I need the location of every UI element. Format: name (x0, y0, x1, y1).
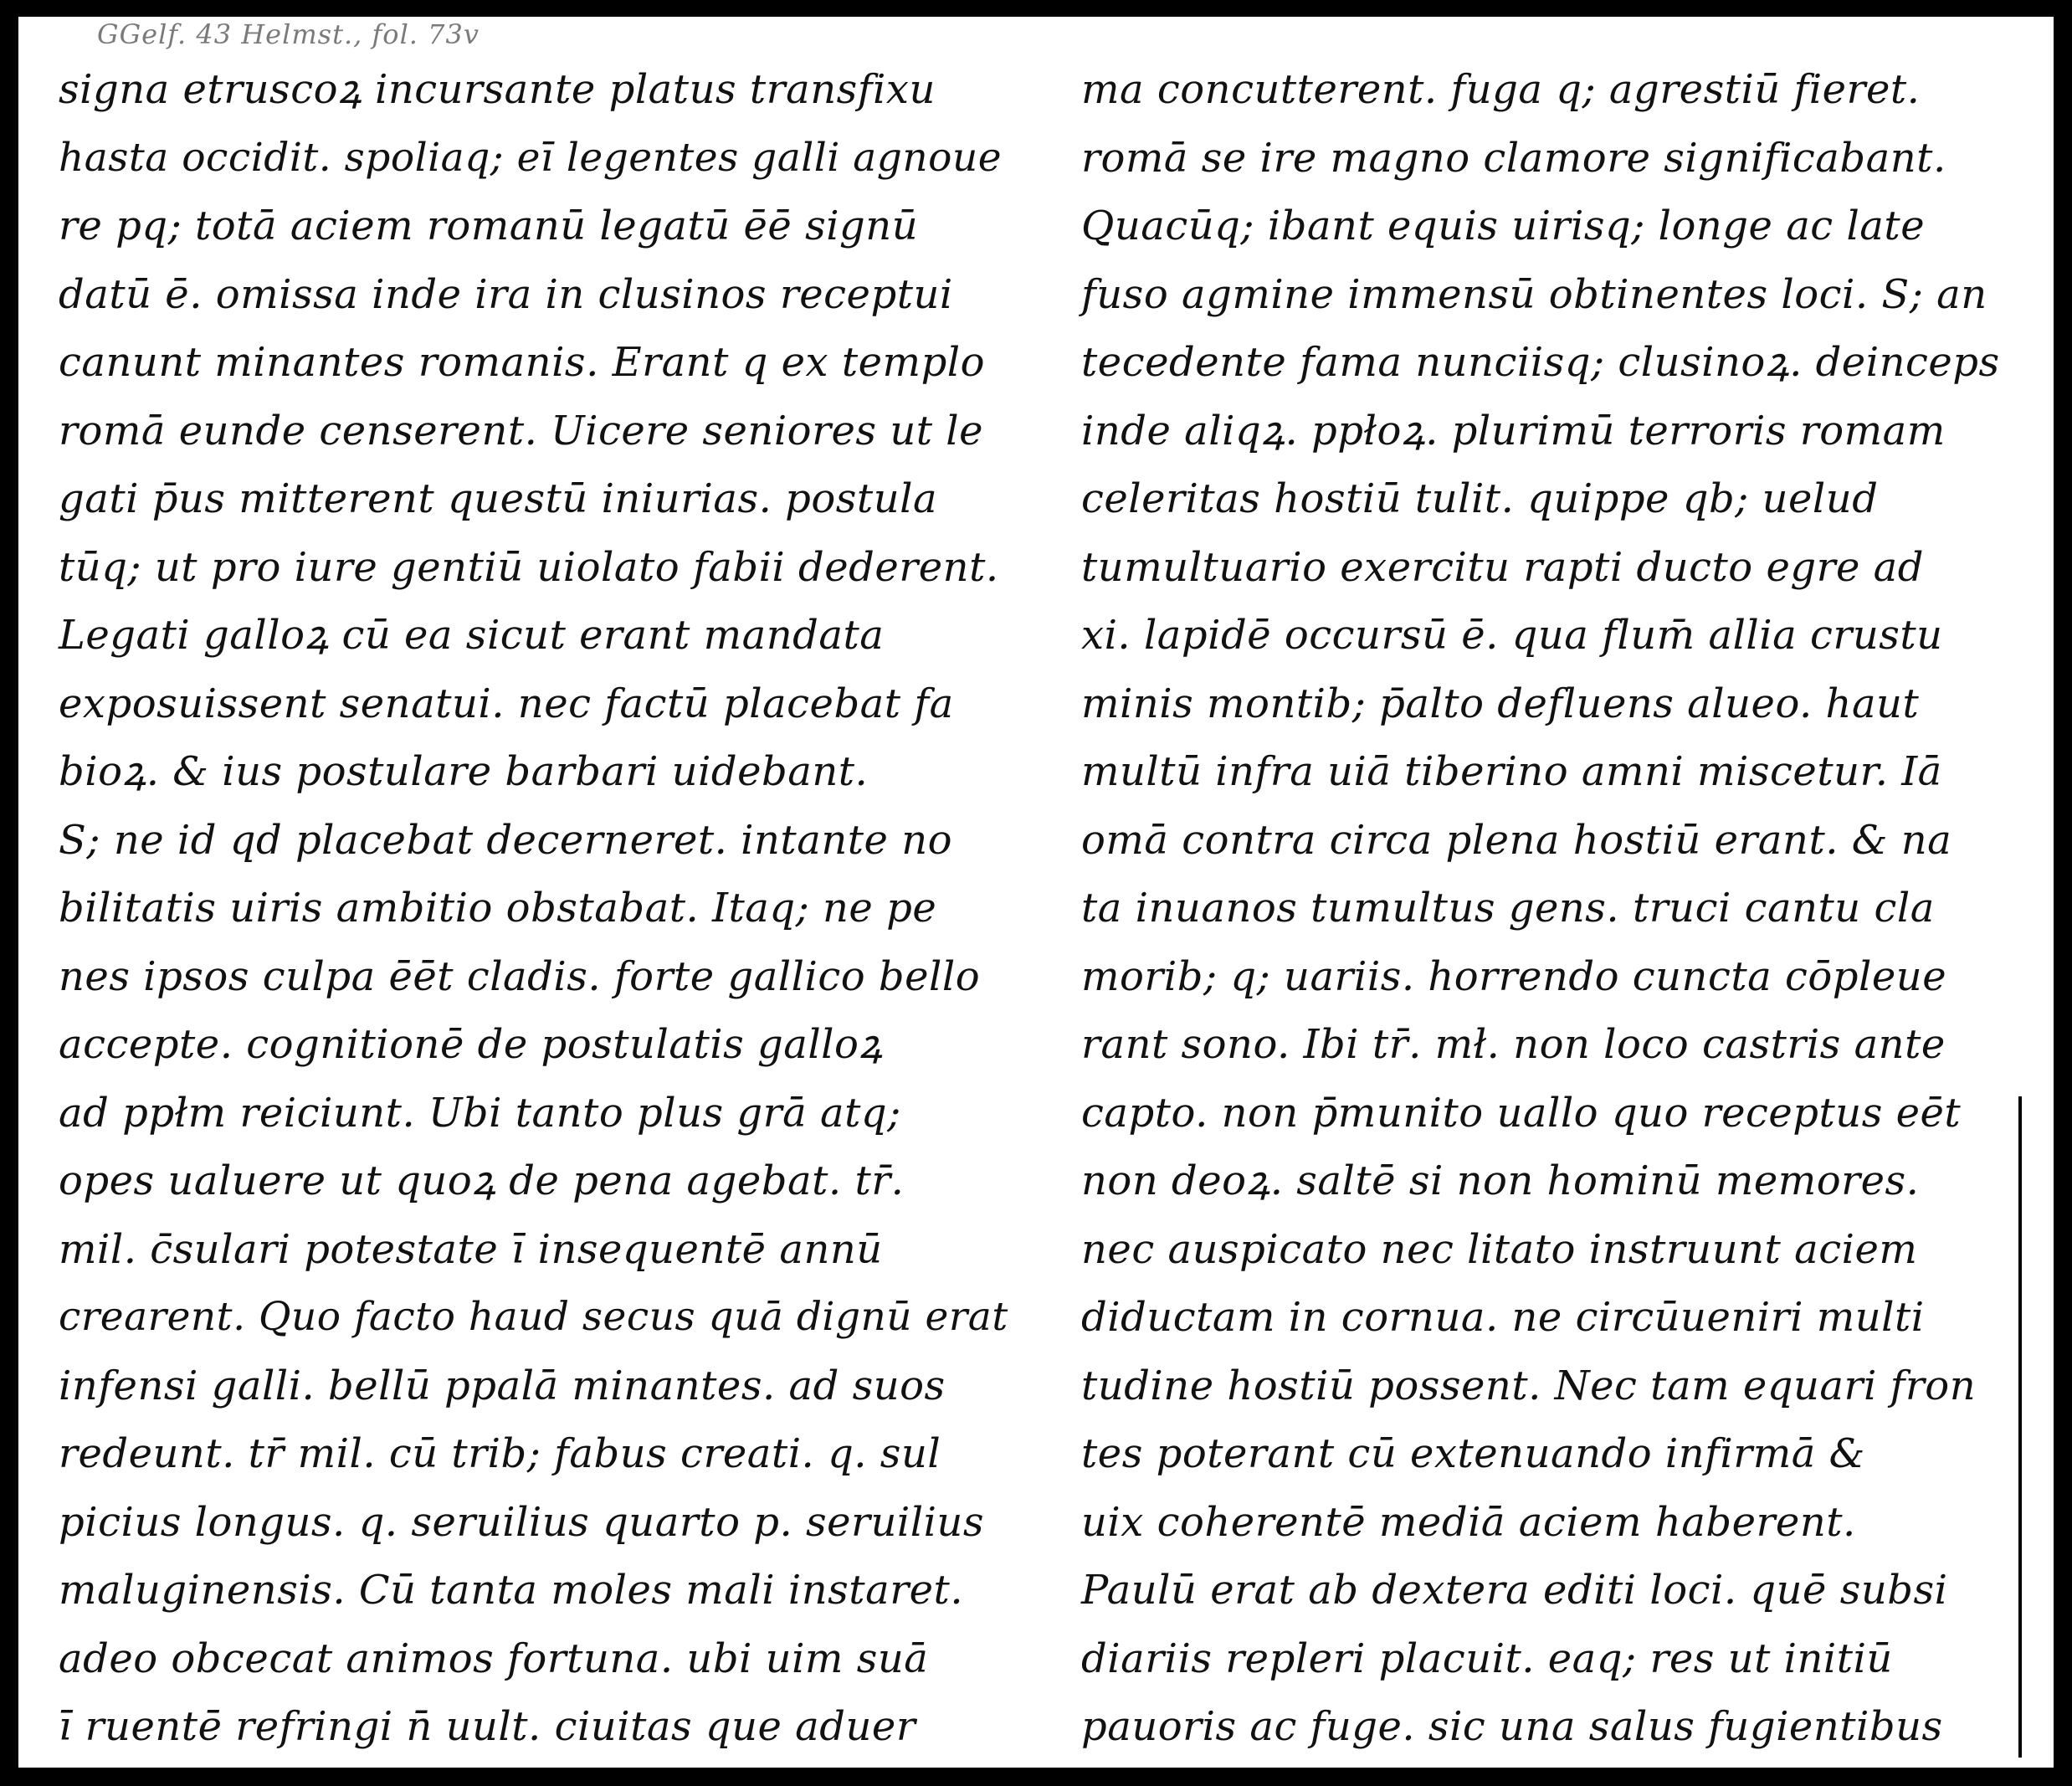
text-line: diariis repleri placuit. eaq; res ut initiū (1081, 1635, 1893, 1682)
text-line: omā contra circa plena hostiū erant. & na (1081, 816, 1952, 864)
text-line: tūq; ut pro iure gentiū uiolato fabii dederent. (59, 543, 999, 591)
text-line: fuso agmine immensū obtinentes loci. S; an (1081, 270, 1987, 318)
text-line: gati p̄us mitterent questū iniurias. postula (59, 475, 938, 522)
text-line: redeunt. tr̄ mil. cū trib; fabus creati. q. sul (59, 1430, 941, 1477)
text-line: accepte. cognitionē de postulatis galloꝝ (59, 1021, 883, 1068)
text-line: adeo obcecat animos fortuna. ubi uim suā (59, 1635, 929, 1682)
text-line: hasta occidit. spoliaq; eī legentes galli agnoue (59, 134, 1003, 181)
text-line: canunt minantes romanis. Erant q ex templo (59, 339, 986, 386)
text-line: bilitatis uiris ambitio obstabat. Itaq; ne pe (59, 885, 937, 931)
text-line: signa etruscoꝝ incursante platus transfixu (59, 66, 936, 113)
text-line: Quacūq; ibant equis uirisq; longe ac late (1081, 203, 1926, 249)
text-line: nes ipsos culpa ēēt cladis. forte gallico bello (59, 952, 981, 1000)
text-line: Legati galloꝝ cū ea sicut erant mandata (59, 612, 885, 659)
text-line: capto. non p̄munito uallo quo receptus eēt (1081, 1089, 1962, 1137)
text-line: xi. lapidē occursū ē. qua flum̄ allia crustu (1081, 612, 1943, 659)
text-line: re pq; totā aciem romanū legatū ēē signū (59, 203, 919, 249)
text-line: bioꝝ. & ius postulare barbari uidebant. (59, 748, 869, 795)
text-line: romā eunde censerent. Uicere seniores ut le (59, 407, 984, 454)
text-line: celeritas hostiū tulit. quippe qb; uelud (1081, 475, 1879, 522)
text-line: tes poterant cū extenuando infirmā & (1081, 1430, 1865, 1477)
text-line: diductam in cornua. ne circūueniri multi (1081, 1294, 1925, 1341)
text-line: crearent. Quo facto haud secus quā dignū erat (59, 1294, 1008, 1340)
text-line: multū infra uiā tiberino amni miscetur. Iā (1081, 748, 1942, 795)
text-line: ad ppłm reiciunt. Ubi tanto plus grā atq; (59, 1089, 901, 1137)
text-line: pauoris ac fuge. sic una salus fugientibus (1081, 1703, 1943, 1750)
text-line: nec auspicato nec litato instruunt aciem (1081, 1225, 1918, 1273)
text-line: datū ē. omissa inde ira in clusinos receptui (59, 270, 953, 318)
text-line: inde aliqꝝ. ppłoꝝ. plurimū terroris romam (1081, 407, 1946, 454)
text-line: opes ualuere ut quoꝝ de pena agebat. tr̄. (59, 1157, 905, 1204)
text-line: tumultuario exercitu rapti ducto egre ad (1081, 543, 1925, 591)
text-line: rant sono. Ibi tr̄. mł. non loco castris ante (1081, 1021, 1946, 1068)
text-line: Paulū erat ab dextera editi loci. quē subsi (1081, 1567, 1948, 1614)
text-line: uix coherentē mediā aciem haberent. (1081, 1498, 1856, 1546)
text-line: minis montib; p̄alto defluens alueo. haut (1081, 680, 1920, 727)
margin-rule (2018, 1096, 2022, 1758)
text-line: picius longus. q. seruilius quarto p. seruilius (59, 1498, 984, 1546)
text-line: exposuissent senatui. nec factū placebat fa (59, 680, 954, 727)
text-line: infensi galli. bellū ppalā minantes. ad suos (59, 1362, 946, 1409)
text-line: ī ruentē refringi n̄ uult. ciuitas que aduer (59, 1703, 916, 1750)
text-line: maluginensis. Cū tanta moles mali instaret. (59, 1567, 964, 1614)
text-line: S; ne id qd placebat decerneret. intante no (59, 816, 953, 864)
text-line: tudine hostiū possent. Nec tam equari fron (1081, 1362, 1977, 1409)
text-line: romā se ire magno clamore significabant. (1081, 134, 1946, 182)
text-line: ta inuanos tumultus gens. truci cantu cla (1081, 885, 1935, 931)
text-line: ma concutterent. fuga q; agrestiū fieret. (1081, 66, 1921, 113)
text-line: tecedente fama nunciisq; clusinoꝝ. deinceps (1081, 339, 2000, 386)
shelfmark-annotation: GGelf. 43 Helmst., fol. 73v (97, 18, 480, 50)
text-line: morib; q; uariis. horrendo cuncta cōpleue (1081, 952, 1947, 1000)
text-line: mil. c̄sulari potestate ī insequentē annū (59, 1225, 883, 1273)
manuscript-folio (18, 17, 2054, 1768)
text-line: non deoꝝ. saltē si non hominū memores. (1081, 1157, 1920, 1204)
